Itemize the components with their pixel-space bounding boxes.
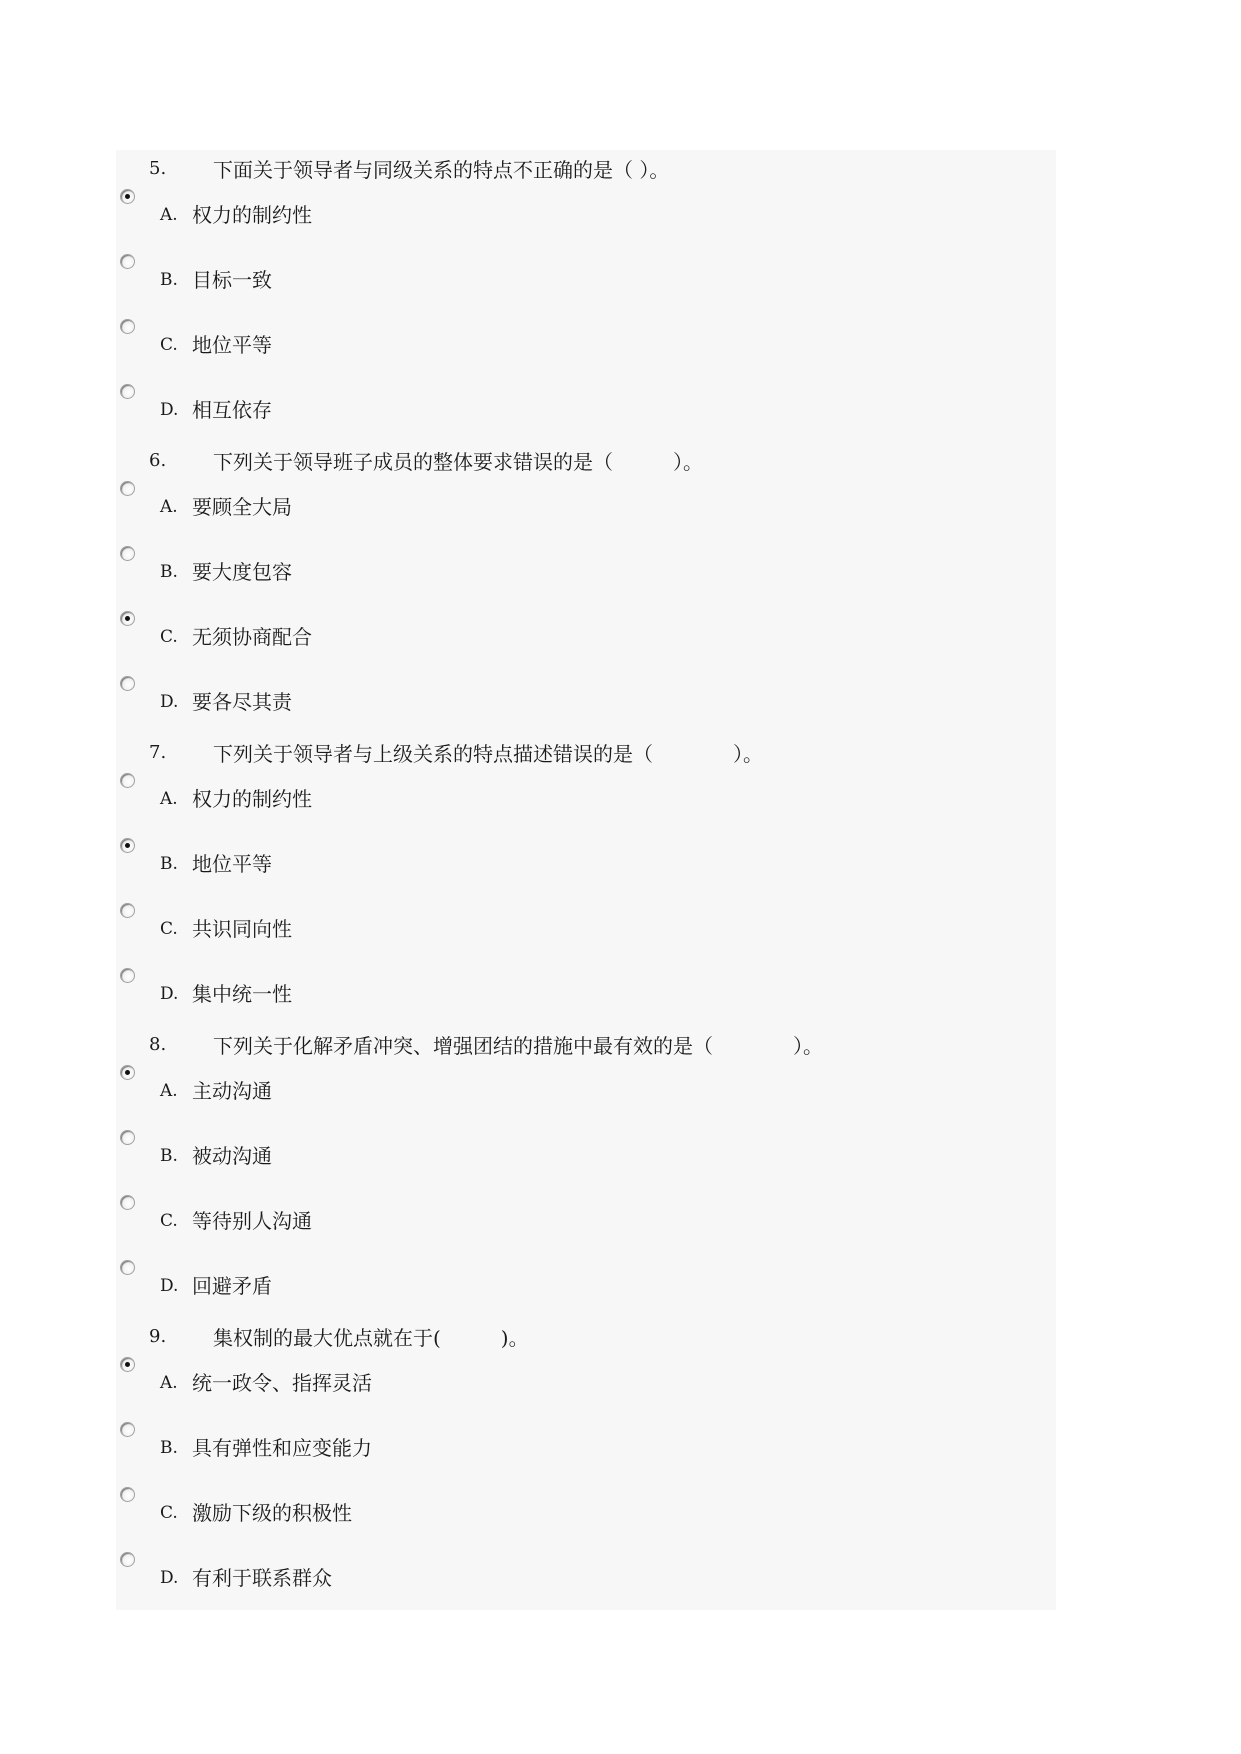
answer-option[interactable]	[116, 834, 716, 884]
answer-option[interactable]	[116, 542, 716, 592]
question-heading	[149, 442, 703, 478]
option-text: 被动沟通	[192, 1144, 272, 1168]
question-number: 5.	[149, 157, 167, 179]
question-block	[116, 1026, 1056, 1318]
option-letter: A.	[160, 497, 178, 517]
option-text: 集中统一性	[192, 982, 292, 1006]
option-letter: B.	[160, 854, 178, 874]
question-heading	[149, 1026, 823, 1062]
answer-option[interactable]	[116, 1548, 716, 1598]
question-text: 下列关于领导班子成员的整体要求错误的是（ ）。	[213, 449, 703, 474]
option-text: 要顾全大局	[192, 495, 292, 519]
option-letter: C.	[160, 1503, 178, 1523]
answer-option[interactable]	[116, 185, 716, 235]
radio-button-checked[interactable]	[120, 838, 135, 853]
option-text: 权力的制约性	[192, 787, 312, 811]
option-text: 要大度包容	[192, 560, 292, 584]
option-letter: C.	[160, 627, 178, 647]
answer-option[interactable]	[116, 477, 716, 527]
option-letter: D.	[160, 400, 179, 420]
question-text: 下列关于化解矛盾冲突、增强团结的措施中最有效的是（ ）。	[213, 1033, 823, 1058]
radio-button[interactable]	[120, 319, 135, 334]
question-number: 8.	[149, 1033, 167, 1055]
option-letter: B.	[160, 562, 178, 582]
radio-button[interactable]	[120, 968, 135, 983]
answer-option[interactable]	[116, 1418, 716, 1468]
option-text: 具有弹性和应变能力	[192, 1436, 372, 1460]
radio-button[interactable]	[120, 903, 135, 918]
option-text: 无须协商配合	[192, 625, 312, 649]
option-text: 地位平等	[192, 852, 272, 876]
answer-option[interactable]	[116, 1126, 716, 1176]
radio-button[interactable]	[120, 1487, 135, 1502]
option-letter: D.	[160, 1276, 179, 1296]
option-text: 相互依存	[192, 398, 272, 422]
option-letter: A.	[160, 205, 178, 225]
question-block	[116, 1318, 1056, 1610]
answer-option[interactable]	[116, 964, 716, 1014]
question-number: 9.	[149, 1325, 167, 1347]
option-letter: A.	[160, 1081, 178, 1101]
option-letter: A.	[160, 1373, 178, 1393]
radio-button[interactable]	[120, 1260, 135, 1275]
question-text: 下面关于领导者与同级关系的特点不正确的是（ ）。	[213, 157, 670, 182]
option-letter: B.	[160, 270, 178, 290]
option-text: 激励下级的积极性	[192, 1501, 352, 1525]
radio-button[interactable]	[120, 254, 135, 269]
answer-option[interactable]	[116, 1191, 716, 1241]
answer-option[interactable]	[116, 1061, 716, 1111]
option-letter: A.	[160, 789, 178, 809]
answer-option[interactable]	[116, 1353, 716, 1403]
radio-button-checked[interactable]	[120, 1065, 135, 1080]
option-text: 统一政令、指挥灵活	[192, 1371, 372, 1395]
option-letter: C.	[160, 1211, 178, 1231]
answer-option[interactable]	[116, 672, 716, 722]
option-text: 主动沟通	[192, 1079, 272, 1103]
radio-button[interactable]	[120, 384, 135, 399]
question-text: 下列关于领导者与上级关系的特点描述错误的是（ ）。	[213, 741, 763, 766]
answer-option[interactable]	[116, 250, 716, 300]
option-letter: B.	[160, 1146, 178, 1166]
radio-button[interactable]	[120, 546, 135, 561]
question-heading	[149, 150, 669, 186]
option-text: 共识同向性	[192, 917, 292, 941]
radio-button[interactable]	[120, 676, 135, 691]
option-text: 有利于联系群众	[192, 1566, 332, 1590]
option-text: 权力的制约性	[192, 203, 312, 227]
question-block	[116, 442, 1056, 734]
option-text: 目标一致	[192, 268, 272, 292]
answer-option[interactable]	[116, 380, 716, 430]
radio-button[interactable]	[120, 1552, 135, 1567]
option-text: 要各尽其责	[192, 690, 292, 714]
answer-option[interactable]	[116, 607, 716, 657]
option-letter: D.	[160, 984, 179, 1004]
option-letter: C.	[160, 335, 178, 355]
radio-button[interactable]	[120, 1422, 135, 1437]
question-block	[116, 150, 1056, 442]
question-number: 6.	[149, 449, 167, 471]
option-letter: B.	[160, 1438, 178, 1458]
answer-option[interactable]	[116, 315, 716, 365]
radio-button-checked[interactable]	[120, 189, 135, 204]
answer-option[interactable]	[116, 899, 716, 949]
question-block	[116, 734, 1056, 1026]
option-letter: D.	[160, 1568, 179, 1588]
question-number: 7.	[149, 741, 167, 763]
quiz-panel	[116, 150, 1056, 1610]
question-heading	[149, 1318, 529, 1354]
option-text: 等待别人沟通	[192, 1209, 312, 1233]
radio-button[interactable]	[120, 1195, 135, 1210]
radio-button[interactable]	[120, 773, 135, 788]
option-letter: D.	[160, 692, 179, 712]
radio-button-checked[interactable]	[120, 1357, 135, 1372]
option-text: 地位平等	[192, 333, 272, 357]
radio-button-checked[interactable]	[120, 611, 135, 626]
radio-button[interactable]	[120, 1130, 135, 1145]
answer-option[interactable]	[116, 1256, 716, 1306]
question-text: 集权制的最大优点就在于( )。	[213, 1325, 529, 1350]
question-heading	[149, 734, 763, 770]
answer-option[interactable]	[116, 1483, 716, 1533]
answer-option[interactable]	[116, 769, 716, 819]
option-text: 回避矛盾	[192, 1274, 272, 1298]
option-letter: C.	[160, 919, 178, 939]
radio-button[interactable]	[120, 481, 135, 496]
